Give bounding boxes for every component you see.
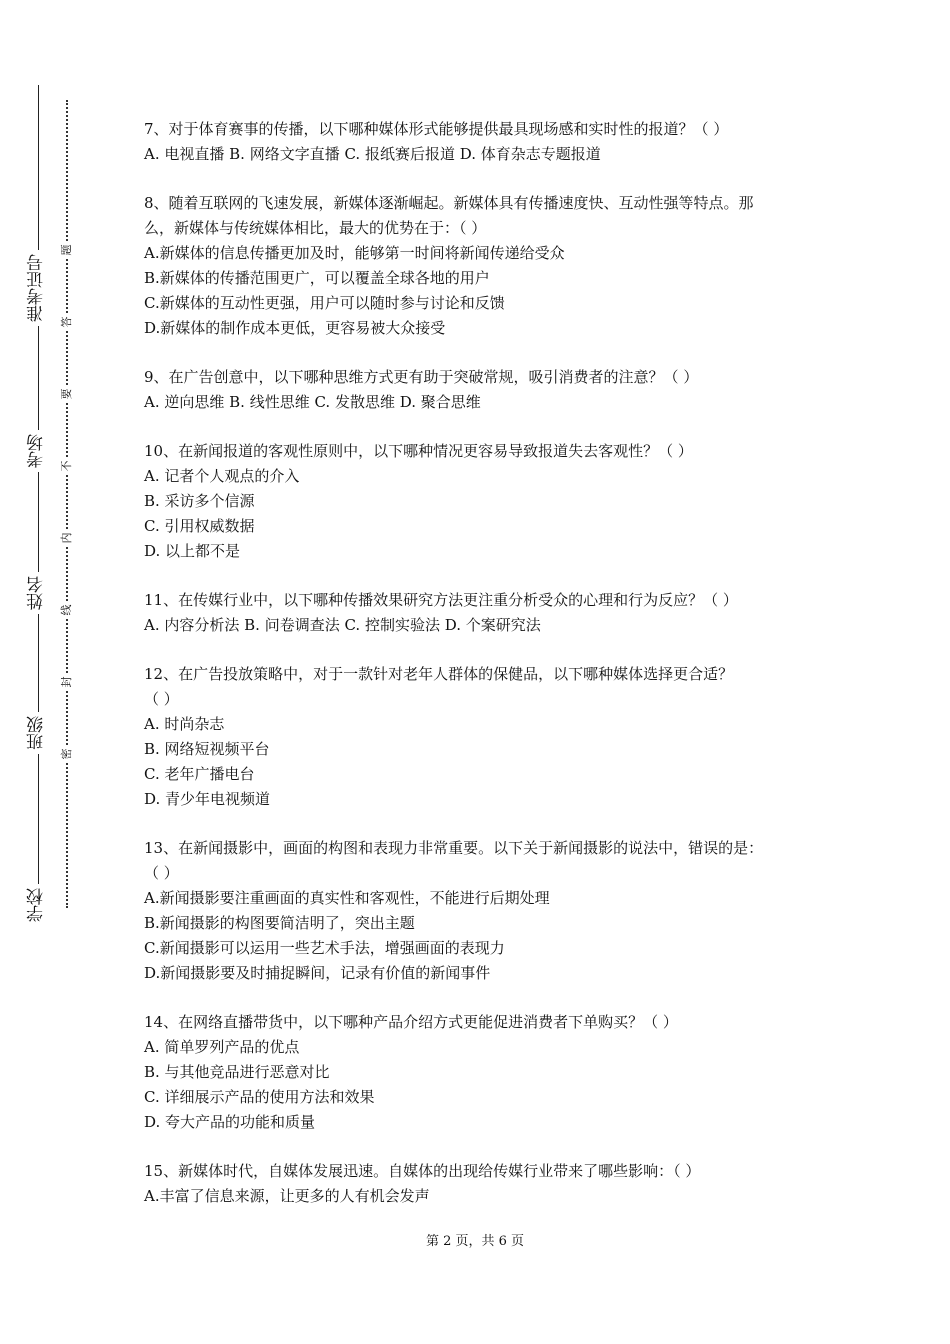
option-b: B. 网络短视频平台	[144, 740, 270, 758]
class-label: 班级	[22, 712, 52, 754]
question-12	[144, 662, 814, 812]
option-a: A. 记者个人观点的介入	[144, 467, 300, 485]
option-a: A.新闻摄影要注重画面的真实性和客观性，不能进行后期处理	[144, 889, 550, 907]
question-stem: 14、在网络直播带货中，以下哪种产品介绍方式更能促进消费者下单购买？（ ）	[144, 1013, 678, 1031]
option-b: B.新媒体的传播范围更广，可以覆盖全球各地的用户	[144, 269, 490, 287]
seal-char-feng: 封	[59, 674, 75, 690]
seal-dotted-line	[66, 100, 68, 908]
option-d: D. 以上都不是	[144, 542, 241, 560]
option-c: C. 引用权威数据	[144, 517, 255, 535]
option-c: C.新闻摄影可以运用一些艺术手法，增强画面的表现力	[144, 939, 505, 957]
option-a: A.丰富了信息来源，让更多的人有机会发声	[144, 1187, 430, 1205]
option-b: B.新闻摄影的构图要简洁明了，突出主题	[144, 914, 415, 932]
question-8	[144, 191, 814, 341]
option-a: A. 时尚杂志	[144, 715, 225, 733]
school-label: 学校	[22, 884, 52, 926]
question-stem-line: 8、随着互联网的飞速发展，新媒体逐渐崛起。新媒体具有传播速度快、互动性强等特点。那	[144, 194, 754, 212]
question-stem: 15、新媒体时代，自媒体发展迅速。自媒体的出现给传媒行业带来了哪些影响：（ ）	[144, 1162, 701, 1180]
question-stem: 11、在传媒行业中，以下哪种传播效果研究方法更注重分析受众的心理和行为反应？（ ）	[144, 591, 738, 609]
option-b: B. 与其他竞品进行恶意对比	[144, 1063, 330, 1081]
question-10	[144, 439, 814, 564]
exam-number-label: 准考证号	[22, 250, 52, 326]
question-stem: 9、在广告创意中，以下哪种思维方式更有助于突破常规，吸引消费者的注意？（ ）	[144, 368, 699, 386]
seal-char-yao: 要	[59, 386, 75, 402]
question-options: A. 电视直播 B. 网络文字直播 C. 报纸赛后报道 D. 体育杂志专题报道	[144, 145, 601, 163]
seal-char-ti: 题	[59, 242, 75, 258]
option-b: B. 采访多个信源	[144, 492, 255, 510]
name-label: 姓名	[22, 572, 52, 614]
question-stem: 10、在新闻报道的客观性原则中，以下哪种情况更容易导致报道失去客观性？（ ）	[144, 442, 693, 460]
option-d: D. 青少年电视频道	[144, 790, 271, 808]
option-d: D.新闻摄影要及时捕捉瞬间，记录有价值的新闻事件	[144, 964, 491, 982]
seal-char-nei: 内	[59, 530, 75, 546]
question-options: A. 内容分析法 B. 问卷调查法 C. 控制实验法 D. 个案研究法	[144, 616, 541, 634]
question-stem: 7、对于体育赛事的传播，以下哪种媒体形式能够提供最具现场感和实时性的报道？（ ）	[144, 120, 729, 138]
exam-room-label: 考场	[22, 430, 52, 472]
option-a: A.新媒体的信息传播更加及时，能够第一时间将新闻传递给受众	[144, 244, 565, 262]
question-7	[144, 117, 814, 167]
option-d: D. 夸大产品的功能和质量	[144, 1113, 316, 1131]
seal-char-da: 答	[59, 314, 75, 330]
question-13	[144, 836, 814, 986]
seal-char-xian: 线	[59, 602, 75, 618]
seal-char-bu: 不	[59, 458, 75, 474]
option-c: C.新媒体的互动性更强，用户可以随时参与讨论和反馈	[144, 294, 505, 312]
question-stem-line: 13、在新闻摄影中，画面的构图和表现力非常重要。以下关于新闻摄影的说法中，错误的是：	[144, 839, 764, 857]
option-c: C. 详细展示产品的使用方法和效果	[144, 1088, 375, 1106]
binding-margin	[0, 0, 110, 1344]
question-15	[144, 1159, 814, 1209]
option-a: A. 简单罗列产品的优点	[144, 1038, 300, 1056]
seal-char-mi: 密	[59, 746, 75, 762]
binding-solid-line	[38, 85, 39, 925]
question-options: A. 逆向思维 B. 线性思维 C. 发散思维 D. 聚合思维	[144, 393, 481, 411]
question-stem-line: 么，新媒体与传统媒体相比，最大的优势在于：（ ）	[144, 219, 487, 237]
question-list	[144, 117, 814, 1233]
question-9	[144, 365, 814, 415]
question-stem-line: 12、在广告投放策略中，对于一款针对老年人群体的保健品，以下哪种媒体选择更合适？	[144, 665, 734, 683]
option-c: C. 老年广播电台	[144, 765, 255, 783]
question-stem-line: （ ）	[144, 864, 179, 882]
question-11	[144, 588, 814, 638]
question-stem-line: （ ）	[144, 690, 179, 708]
question-14	[144, 1010, 814, 1135]
page-footer: 第 2 页，共 6 页	[425, 1234, 525, 1249]
option-d: D.新媒体的制作成本更低，更容易被大众接受	[144, 319, 446, 337]
